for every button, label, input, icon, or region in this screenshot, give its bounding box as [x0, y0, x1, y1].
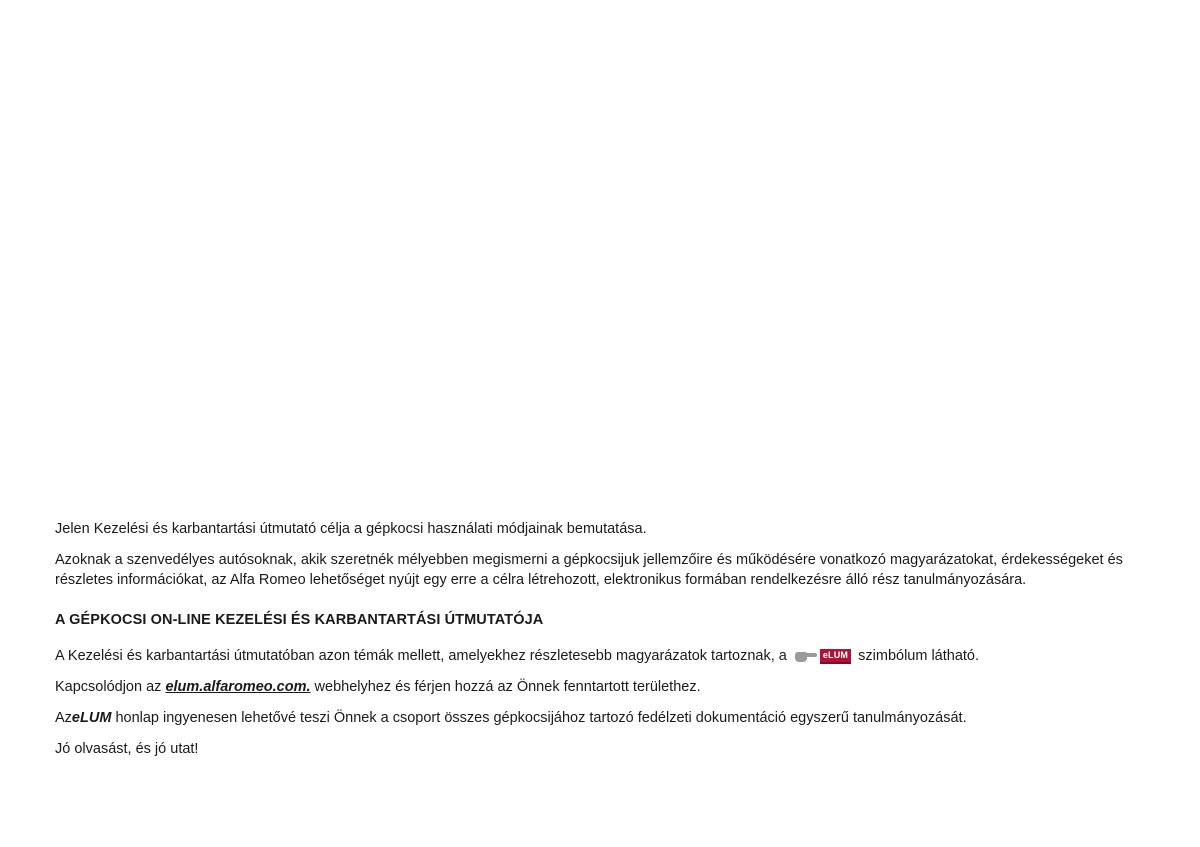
section-heading: A GÉPKOCSI ON-LINE KEZELÉSI ÉS KARBANTARTÁSI ÚTMUTATÓJA — [55, 612, 544, 628]
elum-text-after: honlap ingyenesen lehetővé teszi Önnek a csoport összes gépkocsijához tartozó fedélzeti dokumentáció egyszerű tanulmányozását. — [115, 710, 967, 726]
document-body — [55, 519, 1155, 759]
elum-brand: eLUM — [71, 710, 112, 726]
closing-paragraph: Jó olvasást, és jó utat! — [55, 741, 199, 757]
elum-symbol — [795, 649, 851, 664]
symbol-text-before: A Kezelési és karbantartási útmutatóban azon témák mellett, amelyekhez részletesebb magyarázatok tartoznak, a — [55, 648, 787, 664]
elum-badge: eLUM — [820, 649, 851, 664]
connect-text-before: Kapcsolódjon az — [55, 679, 162, 695]
elum-text-before: Az — [55, 710, 72, 726]
intro-paragraph: Jelen Kezelési és karbantartási útmutató célja a gépkocsi használati módjainak bemutatása. — [55, 521, 647, 537]
symbol-text-after: szimbólum látható. — [858, 648, 980, 664]
elum-paragraph — [55, 708, 1155, 728]
connect-text-after: webhelyhez és férjen hozzá az Önnek fenntartott területhez. — [314, 679, 701, 695]
elum-website-link[interactable]: elum.alfaromeo.com. — [165, 679, 311, 695]
connect-paragraph — [55, 677, 1155, 697]
enthusiasts-paragraph: Azoknak a szenvedélyes autósoknak, akik szeretnék mélyebben megismerni a gépkocsijuk jellemzőire és működésére vonatkozó magyarázatokat, érdekességeket és részletes információkat, az Alfa Romeo lehetőséget nyújt egy erre a célra létrehozott, elektronikus formában rendelkezésre álló rész tanulmányozására. — [55, 552, 1123, 588]
symbol-paragraph — [55, 646, 1155, 666]
pointing-hand-icon — [795, 650, 817, 662]
